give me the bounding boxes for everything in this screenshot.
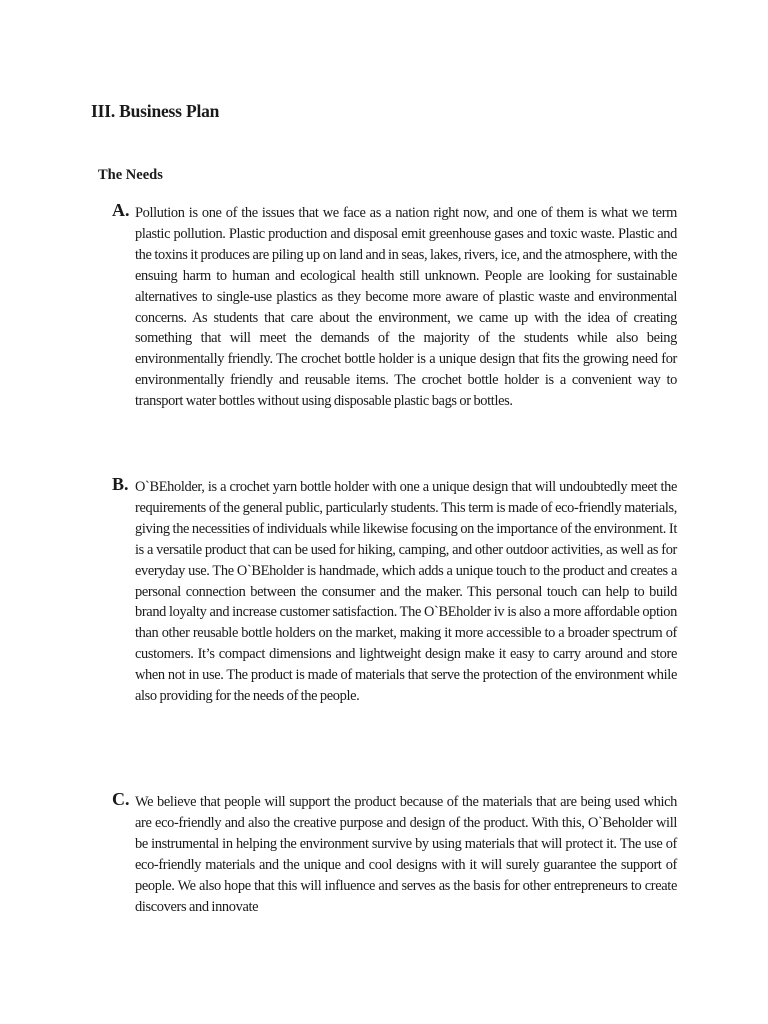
sub-heading: The Needs — [98, 167, 163, 183]
list-item-text: We believe that people will support the product because of the materials that are being used which are eco-friendly and also the creative purpose and design of the product. With this, O`Beholder will be instrumental in helping the environment survive by using materials that will protect it. The use of eco-friendly materials and the unique and cool designs with it will surely guarantee the support of people. We also hope that this will influence and serves as the basis for other entrepreneurs to create discovers and innovate — [135, 794, 677, 915]
list-item-letter: B. — [112, 474, 129, 494]
list-item-letter: A. — [112, 200, 130, 220]
list-item-b — [112, 474, 677, 707]
list-item-letter: C. — [112, 789, 130, 809]
list-item-text: Pollution is one of the issues that we face as a nation right now, and one of them is what we term plastic pollution. Plastic production and disposal emit greenhouse gases and toxic waste. Plastic and the toxins it produces are piling up on land and in seas, lakes, rivers, ice, and the atmosphere, with the ensuing harm to human and ecological health still unknown. People are looking for sustainable alternatives to single-use plastics as they become more aware of plastic waste and environmental concerns. As students that care about the environment, we came up with the idea of creating something that will meet the demands of the majority of the students while also being environmentally friendly. The crochet bottle holder is a unique design that fits the growing need for environmentally friendly and reusable items. The crochet bottle holder is a convenient way to transport water bottles without using disposable plastic bags or bottles. — [135, 205, 677, 410]
list-item-c — [112, 789, 677, 917]
section-heading: III. Business Plan — [91, 101, 220, 121]
list-item-text: O`BEholder, is a crochet yarn bottle holder with one a unique design that will undoubtedly meet the requirements of the general public, particularly students. This term is made of eco-friendly materials, giving the necessities of individuals while likewise focusing on the importance of the environment. It is a versatile product that can be used for hiking, camping, and other outdoor activities, as well as for everyday use. The O`BEholder is handmade, which adds a unique touch to the product and creates a personal connection between the consumer and the maker. This personal touch can help to build brand loyalty and increase customer satisfaction. The O`BEholder iv is also a more affordable option than other reusable bottle holders on the market, making it more accessible to a broader spectrum of customers. It’s compact dimensions and lightweight design make it easy to carry around and store when not in use. The product is made of materials that serve the protection of the environment while also providing for the needs of the people. — [135, 479, 677, 705]
list-item-a — [112, 200, 677, 412]
